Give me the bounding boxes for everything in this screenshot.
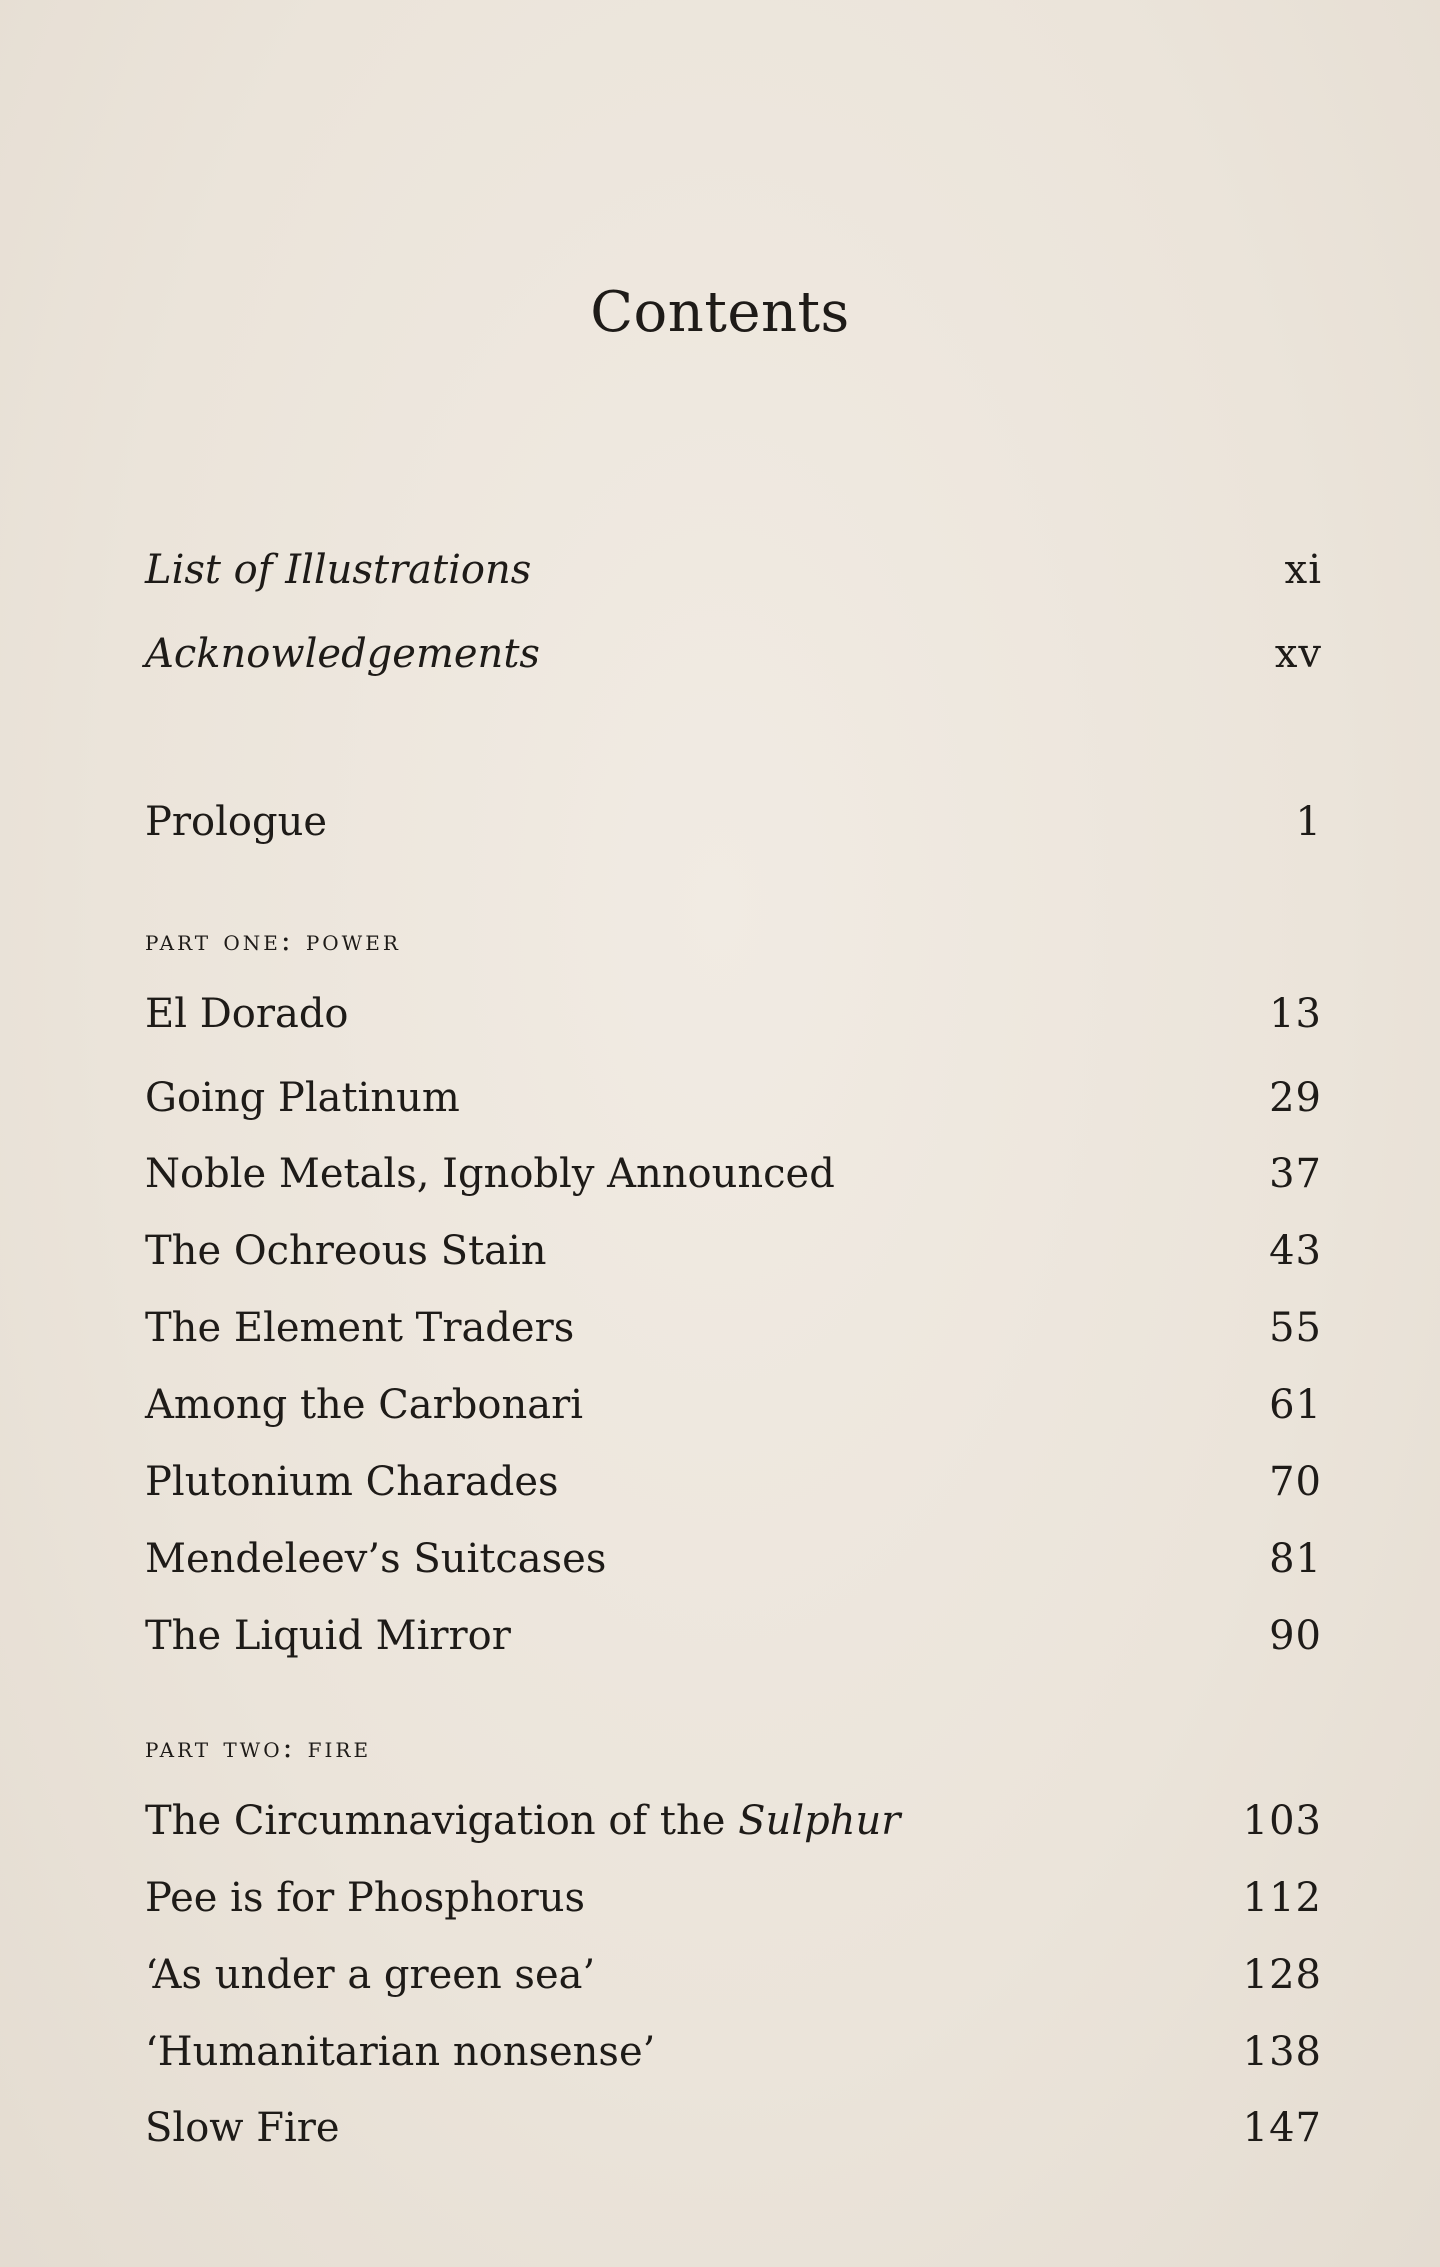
toc-entry	[145, 1456, 1322, 1508]
toc-entry-title: Pee is for Phosphorus	[145, 1875, 586, 1921]
part-heading	[145, 1729, 371, 1765]
toc-entry-title: The Element Traders	[145, 1305, 575, 1351]
toc-entry	[145, 1872, 1322, 1924]
table-of-contents	[145, 0, 1322, 2267]
toc-entry-page: 37	[1269, 1151, 1322, 1197]
toc-entry-title	[145, 1795, 900, 1847]
toc-entry-page: 90	[1269, 1613, 1322, 1659]
toc-entry	[145, 1302, 1322, 1354]
toc-entry	[145, 1225, 1322, 1277]
toc-entry	[145, 796, 1322, 848]
toc-entry-page: 128	[1242, 1952, 1322, 1998]
toc-entry-title-prefix: The Circumnavigation of the	[145, 1798, 739, 1844]
part-heading-label: part two: fire	[145, 1730, 372, 1764]
part-heading	[145, 922, 401, 958]
toc-entry-page: 55	[1269, 1305, 1322, 1351]
toc-entry-page: 138	[1242, 2029, 1322, 2075]
toc-entry-page: 13	[1269, 991, 1322, 1037]
toc-entry-title: Plutonium Charades	[145, 1459, 559, 1505]
toc-entry	[145, 1148, 1322, 1200]
toc-entry-page: 43	[1269, 1228, 1322, 1274]
toc-entry-page: 81	[1269, 1536, 1322, 1582]
toc-entry-page: 70	[1269, 1459, 1322, 1505]
toc-entry	[145, 1610, 1322, 1662]
toc-entry-page: xi	[1284, 547, 1322, 593]
toc-entry-title: ‘As under a green sea’	[145, 1952, 596, 1998]
toc-entry-title: Noble Metals, Ignobly Announced	[145, 1151, 835, 1197]
toc-entry-page: 112	[1242, 1875, 1322, 1921]
toc-entry-page: 1	[1295, 799, 1322, 845]
toc-entry-title: Acknowledgements	[145, 631, 540, 677]
toc-entry	[145, 988, 1322, 1040]
toc-entry-page: xv	[1274, 631, 1322, 677]
toc-entry-title: Among the Carbonari	[145, 1382, 583, 1428]
toc-entry-page: 147	[1242, 2105, 1322, 2151]
toc-entry-page: 61	[1269, 1382, 1322, 1428]
toc-entry	[145, 1379, 1322, 1431]
part-heading-label: part one: power	[145, 923, 401, 957]
toc-entry	[145, 628, 1322, 680]
toc-entry-title: Slow Fire	[145, 2105, 340, 2151]
toc-entry	[145, 2026, 1322, 2078]
toc-entry-title: Prologue	[145, 799, 328, 845]
toc-entry	[145, 2102, 1322, 2154]
toc-entry-title: The Ochreous Stain	[145, 1228, 547, 1274]
toc-entry-title: List of Illustrations	[145, 547, 532, 593]
toc-entry-page: 103	[1242, 1798, 1322, 1844]
toc-entry	[145, 544, 1322, 596]
toc-entry	[145, 1533, 1322, 1585]
toc-entry	[145, 1795, 1322, 1847]
toc-entry-title: Going Platinum	[145, 1075, 460, 1121]
toc-entry	[145, 1949, 1322, 2001]
toc-entry-title: ‘Humanitarian nonsense’	[145, 2029, 656, 2075]
ship-name: Sulphur	[738, 1798, 901, 1844]
toc-entry-title: Mendeleev’s Suitcases	[145, 1536, 607, 1582]
toc-entry	[145, 1072, 1322, 1124]
page-title: Contents	[590, 280, 850, 345]
toc-entry-title: The Liquid Mirror	[145, 1613, 511, 1659]
toc-entry-page: 29	[1269, 1075, 1322, 1121]
toc-entry-title: El Dorado	[145, 991, 349, 1037]
